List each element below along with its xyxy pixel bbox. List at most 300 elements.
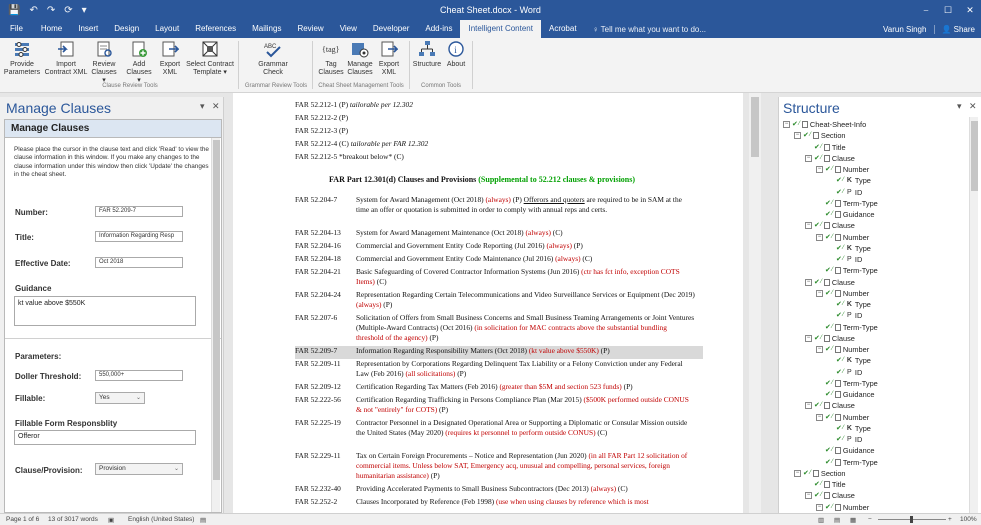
tree-node-label: Term-Type	[842, 457, 878, 467]
title-input[interactable]: Information Regarding Resp	[95, 231, 183, 242]
check-icon: ✔	[825, 503, 831, 511]
clause-text	[356, 484, 696, 494]
tree-node[interactable]	[827, 423, 871, 434]
document-icon	[835, 391, 841, 398]
clause-applicability-note: (in solicitation for MAC contracts above the substantial bundling threshold of the agency)	[356, 323, 667, 342]
tree-node[interactable]	[827, 175, 871, 186]
ribbon	[0, 38, 981, 93]
web-layout-icon[interactable]: ▦	[850, 517, 857, 524]
tab-references[interactable]: References	[195, 24, 237, 33]
tree-node[interactable]	[827, 434, 862, 445]
tree-node-label: Number	[842, 502, 870, 512]
document-scrollbar[interactable]	[749, 93, 761, 513]
zoom-slider-handle[interactable]	[910, 516, 913, 523]
check-icon: ✔	[836, 177, 842, 185]
group-separator	[238, 41, 239, 89]
effective-date-input[interactable]: Oct 2018	[95, 257, 183, 268]
paragraph-icon: P	[847, 436, 852, 443]
window-controls	[915, 0, 981, 20]
form-scrollbar[interactable]	[211, 138, 220, 512]
clause-text-part: Information Regarding Responsibility Matters (Oct 2018)	[356, 346, 529, 355]
zoom-out-icon[interactable]: −	[868, 516, 872, 523]
clause-text-part: Providing Accelerated Payments to Small Business Subcontractors (Dec 2013)	[356, 484, 591, 493]
element-icon	[824, 279, 830, 286]
tree-node[interactable]	[816, 378, 878, 389]
provide-parameters-button[interactable]	[2, 39, 42, 77]
tree-node-label: ID	[854, 311, 863, 321]
tab-layout[interactable]: Layout	[155, 24, 180, 33]
guidance-textarea[interactable]: kt value above $550K	[14, 296, 196, 326]
clause-text	[356, 497, 696, 507]
check-icon: ✔	[825, 413, 831, 421]
expand-collapse-icon[interactable]: −	[817, 166, 822, 172]
bold-k-icon: K	[846, 177, 852, 185]
tree-node-label: ID	[854, 435, 863, 444]
clause-text-part: (P)	[455, 369, 467, 378]
manage-clauses-button[interactable]	[345, 39, 375, 77]
tree-node[interactable]	[805, 490, 855, 501]
pane-options-icon[interactable]: ▾	[957, 101, 962, 111]
slash-icon: ⁄	[820, 402, 822, 409]
element-icon	[813, 470, 819, 477]
slash-icon: ⁄	[809, 469, 811, 476]
check-icon: ✔	[825, 323, 831, 331]
structure-scrollbar[interactable]	[969, 117, 978, 513]
tab-review[interactable]: Review	[297, 24, 324, 33]
doc-line	[295, 100, 413, 109]
tree-node[interactable]	[827, 299, 871, 310]
clause-row	[295, 313, 703, 346]
customize-qat-icon[interactable]: ▾	[81, 4, 87, 16]
tab-add-ins[interactable]: Add-ins	[425, 24, 453, 33]
bold-k-icon: K	[846, 424, 852, 432]
expand-collapse-icon[interactable]: −	[817, 233, 822, 240]
language-status[interactable]: English (United States)	[128, 516, 195, 523]
clause-text-part: (C)	[580, 254, 593, 263]
button-label: Structure	[412, 61, 442, 68]
clause-number: FAR 52.204-21	[295, 267, 341, 276]
tree-node[interactable]	[794, 468, 846, 479]
tree-node-label: Term-Type	[842, 266, 878, 276]
guidance-label: Guidance	[15, 284, 52, 293]
tree-node[interactable]	[827, 367, 862, 378]
slash-icon: ⁄	[842, 368, 844, 375]
effective-date-label: Effective Date:	[15, 259, 71, 268]
tree-node[interactable]	[816, 502, 869, 513]
tree-node[interactable]	[816, 209, 875, 220]
element-icon	[835, 290, 841, 297]
clause-row	[295, 395, 703, 418]
tree-node[interactable]	[827, 355, 871, 366]
scrollbar-thumb[interactable]	[971, 121, 978, 191]
tab-insert[interactable]: Insert	[78, 24, 99, 33]
check-icon: ✔	[825, 391, 831, 398]
quick-access-toolbar	[0, 5, 160, 16]
tree-node[interactable]	[816, 265, 878, 276]
doc-line	[295, 126, 348, 135]
tree-node-label: Type	[854, 300, 871, 309]
clause-applicability-note: (always)	[555, 254, 581, 263]
manage-clauses-pane	[0, 97, 224, 513]
tree-node[interactable]	[805, 153, 855, 164]
check-icon: ✔	[814, 492, 820, 500]
group-clause-review-tools: Clause Review Tools	[102, 83, 158, 89]
minimize-button[interactable]: ⎯	[923, 5, 929, 15]
expand-collapse-icon[interactable]: −	[795, 132, 800, 139]
grammar-check-button[interactable]	[254, 39, 292, 77]
clause-number: FAR 52.225-19	[295, 418, 341, 427]
ribbon-tabs	[0, 20, 981, 38]
tree-node[interactable]	[827, 243, 871, 254]
check-icon: ✔	[836, 424, 842, 432]
clause-applicability-note: (greater than $5M and section 523 funds)	[499, 382, 622, 391]
check-icon: ✔	[814, 481, 820, 488]
zoom-level[interactable]: 100%	[960, 516, 977, 523]
share-label: Share	[953, 24, 975, 34]
tree-node[interactable]	[783, 119, 866, 130]
tree-node[interactable]	[805, 400, 855, 411]
select-contract-template-button[interactable]	[184, 39, 236, 77]
clause-text-part: Representation by Corporations Regarding Delinquent Tax Liability or a Felony Conviction under any Federal Law (Feb 2016)	[356, 359, 683, 378]
tree-node[interactable]	[816, 412, 869, 423]
number-input[interactable]: FAR 52.209-7	[95, 206, 183, 217]
form-heading: Manage Clauses	[5, 120, 221, 138]
tab-intelligent-content[interactable]: Intelligent Content	[460, 20, 541, 38]
proofing-icon[interactable]: ▣	[108, 517, 115, 524]
slash-icon: ⁄	[831, 503, 833, 510]
fillable-select[interactable]	[95, 392, 145, 404]
clause-text-part: (P)	[598, 346, 610, 355]
tree-node-label: Term-Type	[842, 378, 878, 388]
close-button[interactable]: ✕	[966, 5, 974, 15]
export-xml-button[interactable]	[156, 39, 184, 77]
tree-node-label: Clause	[831, 277, 855, 287]
check-icon: ✔	[814, 402, 820, 410]
tree-node-label: Type	[854, 243, 871, 253]
tell-me-box[interactable]	[585, 25, 706, 34]
tree-node[interactable]	[816, 445, 875, 456]
tell-me-text: Tell me what you want to do...	[600, 24, 707, 34]
review-icon	[94, 39, 114, 59]
about-icon	[446, 39, 466, 59]
check-icon: ✔	[825, 166, 831, 173]
tree-node[interactable]	[805, 333, 855, 344]
expand-collapse-icon[interactable]: −	[817, 413, 822, 420]
tree-node[interactable]	[816, 389, 875, 400]
element-icon	[824, 335, 830, 342]
tree-node[interactable]	[827, 310, 862, 321]
element-icon	[824, 492, 830, 499]
pane-options-icon[interactable]: ▾	[200, 101, 205, 111]
bold-k-icon: K	[846, 357, 852, 365]
scrollbar-thumb[interactable]	[213, 140, 220, 480]
tab-developer[interactable]: Developer	[372, 24, 410, 33]
expand-collapse-icon[interactable]: −	[806, 222, 811, 229]
slash-icon: ⁄	[842, 188, 844, 195]
parameters-icon	[12, 39, 32, 59]
save-icon[interactable]: 💾	[8, 4, 21, 16]
tab-view[interactable]: View	[339, 24, 357, 33]
clause-text-part: Representation Regarding Certain Telecommunications and Video Surveillance Services or Equipment (Dec 2019)	[356, 290, 695, 299]
dollar-threshold-input[interactable]: 550,000+	[95, 370, 183, 381]
expand-collapse-icon[interactable]: −	[817, 289, 822, 296]
button-label: Export XML	[159, 61, 181, 76]
tree-node-label: Clause	[831, 153, 855, 163]
slash-icon: ⁄	[842, 312, 844, 319]
element-icon	[835, 346, 841, 353]
tree-node[interactable]	[816, 322, 878, 333]
expand-collapse-icon[interactable]: −	[806, 154, 811, 161]
tree-node[interactable]	[805, 142, 846, 153]
element-icon	[824, 155, 830, 162]
tree-node[interactable]	[794, 130, 846, 141]
tab-file[interactable]: File	[10, 24, 23, 33]
doc-line	[295, 139, 428, 148]
export-xml-button-2[interactable]	[375, 39, 403, 77]
document-page[interactable]	[233, 93, 743, 513]
clause-number: FAR 52.222-56	[295, 395, 341, 404]
button-label: Export XML	[378, 61, 400, 76]
expand-collapse-icon[interactable]: −	[817, 346, 822, 352]
clause-text-part: (P)	[510, 195, 524, 204]
clause-number: FAR 52.232-40	[295, 484, 341, 493]
import-contract-xml-button[interactable]	[44, 39, 88, 77]
clause-number: FAR 52.229-11	[295, 451, 341, 460]
clause-row	[295, 418, 703, 451]
check-icon: ✔	[825, 289, 831, 297]
account-area	[883, 20, 975, 38]
pane-close-icon[interactable]: ✕	[212, 101, 220, 111]
tree-node-label: ID	[854, 367, 863, 377]
add-icon	[129, 39, 149, 59]
pane-close-icon[interactable]: ✕	[969, 101, 977, 111]
tree-node[interactable]	[816, 457, 878, 468]
slash-icon: ⁄	[831, 267, 833, 274]
tree-node-label: Number	[842, 288, 870, 298]
slash-icon: ⁄	[842, 424, 844, 431]
clause-row	[295, 195, 703, 228]
check-icon: ✔	[836, 256, 842, 263]
clause-number: FAR 52.209-12	[295, 382, 341, 391]
check-icon: ✔	[836, 312, 842, 320]
button-label: Select Contract Template ▾	[186, 61, 234, 76]
paragraph-icon: P	[847, 312, 852, 320]
maximize-button[interactable]: ☐	[943, 5, 953, 15]
tree-node[interactable]	[816, 164, 869, 175]
expand-collapse-icon[interactable]: −	[806, 334, 811, 341]
check-icon: ✔	[814, 278, 820, 286]
slash-icon: ⁄	[831, 233, 833, 240]
expand-collapse-icon[interactable]: −	[784, 121, 789, 127]
clause-number: FAR 52.207-6	[295, 313, 338, 322]
expand-collapse-icon[interactable]: −	[806, 402, 811, 409]
tree-node[interactable]	[816, 288, 869, 299]
clause-applicability-note: (always)	[485, 195, 511, 204]
tree-node-label: Number	[842, 345, 870, 354]
grammar-icon	[263, 39, 283, 59]
slash-icon: ⁄	[820, 222, 822, 229]
clause-applicability-note: (always)	[356, 300, 382, 309]
document-icon	[835, 211, 841, 218]
expand-collapse-icon[interactable]: −	[806, 492, 811, 499]
expand-collapse-icon[interactable]: −	[817, 503, 822, 510]
tree-node[interactable]	[816, 198, 878, 209]
check-icon: ✔	[836, 244, 842, 252]
clause-text	[356, 313, 696, 343]
bold-k-icon: K	[846, 301, 852, 308]
document-icon	[835, 380, 841, 387]
clause-text	[356, 418, 696, 438]
clause-code: FAR 52.212-3 (P)	[295, 126, 349, 135]
slash-icon: ⁄	[820, 481, 822, 487]
template-icon	[200, 39, 220, 59]
clause-row	[295, 228, 703, 241]
group-separator	[472, 41, 473, 89]
tree-node-label: Type	[854, 176, 871, 186]
window-title: Cheat Sheet.docx - Word	[440, 5, 541, 15]
tree-node[interactable]	[805, 479, 846, 490]
element-icon	[813, 132, 819, 139]
clause-text-part: Commercial and Government Entity Code Reporting (Jul 2016)	[356, 241, 547, 250]
tag-clauses-button[interactable]	[316, 39, 346, 77]
group-separator	[312, 41, 313, 89]
clause-number: FAR 52.204-7	[295, 195, 338, 204]
document-icon	[835, 267, 841, 274]
check-icon: ✔	[814, 154, 820, 162]
element-icon	[824, 222, 830, 229]
clause-text	[356, 290, 696, 310]
svg-text:{tag}: {tag}	[322, 45, 340, 54]
slash-icon: ⁄	[809, 132, 811, 139]
clause-applicability-note: (in all FAR Part 12 solicitation of commercial items. Unless below SAT, Emergency acq, unusual and compelling, personal services, foreign humanitarian assistance)	[356, 451, 688, 480]
clause-text	[356, 228, 696, 238]
clause-applicability-note: (requires kt personnel to perform outside CONUS)	[445, 428, 596, 437]
title-label: Title:	[15, 233, 34, 242]
slash-icon: ⁄	[831, 346, 833, 352]
clause-provision-label: Clause/Provision:	[15, 466, 83, 475]
fillable-form-input[interactable]: Offeror	[14, 430, 196, 445]
clause-text-part: are required to be in SAM at the time an offer or quotation is submitted in order to comply with annual reps and certs.	[356, 195, 682, 214]
clause-row	[295, 359, 703, 382]
clause-row	[295, 497, 703, 513]
clause-text-part: (C)	[550, 228, 563, 237]
tab-home[interactable]: Home	[40, 24, 63, 33]
check-icon: ✔	[836, 368, 842, 376]
manage-icon	[350, 39, 370, 59]
tab-design[interactable]: Design	[114, 24, 140, 33]
tree-node[interactable]	[827, 254, 862, 265]
tree-node-label: ID	[854, 255, 863, 264]
document-area	[225, 93, 778, 513]
about-button[interactable]	[443, 39, 469, 69]
clause-applicability-note: ($500K performed outside CONUS & not "entirely" for COTS)	[356, 395, 689, 414]
tree-node[interactable]	[816, 232, 869, 243]
paragraph-icon: P	[847, 256, 852, 263]
zoom-in-icon[interactable]: +	[948, 516, 952, 523]
tree-node-label: Clause	[831, 333, 855, 343]
tree-node-label: Title	[831, 480, 846, 489]
section-heading	[329, 175, 635, 184]
user-name[interactable]: Varun Singh	[883, 24, 927, 34]
print-layout-icon[interactable]: ▤	[834, 517, 841, 524]
refresh-icon[interactable]: ⟳	[64, 4, 73, 16]
check-icon: ✔	[836, 301, 842, 308]
button-label: Provide Parameters	[3, 61, 41, 76]
clause-applicability-note: (kt value above $550K)	[528, 346, 599, 355]
share-button[interactable]	[934, 25, 975, 34]
tree-node-label: ID	[854, 187, 863, 197]
button-label: Tag Clauses	[318, 61, 344, 76]
button-label: Import Contract XML	[44, 61, 88, 76]
review-clauses-button[interactable]	[89, 39, 119, 85]
clause-row	[295, 254, 703, 267]
slash-icon: ⁄	[831, 323, 833, 330]
check-icon: ✔	[825, 458, 831, 466]
scrollbar-thumb[interactable]	[751, 97, 759, 157]
page-count[interactable]: Page 1 of 6	[6, 516, 40, 523]
add-clauses-button[interactable]	[124, 39, 154, 85]
clause-text-part: (P)	[427, 333, 439, 342]
document-icon	[835, 447, 841, 454]
tree-node[interactable]	[827, 187, 862, 198]
clause-text	[356, 267, 696, 287]
read-mode-icon[interactable]: ▥	[818, 517, 825, 524]
tree-node-label: Term-Type	[842, 322, 878, 332]
clause-applicability-note: (always)	[525, 228, 551, 237]
tree-node-label: Section	[820, 131, 846, 141]
clause-text	[356, 195, 696, 215]
undo-icon[interactable]: ↶	[29, 4, 38, 16]
macro-icon[interactable]: ▤	[200, 517, 207, 524]
tag-icon	[321, 39, 341, 59]
slash-icon: ⁄	[842, 256, 844, 262]
slash-icon: ⁄	[831, 199, 833, 206]
structure-icon	[417, 39, 437, 59]
button-label: About	[446, 61, 466, 68]
heading-supplement: (Supplemental to 52.212 clauses & provisions)	[476, 175, 636, 184]
slash-icon: ⁄	[831, 379, 833, 386]
expand-collapse-icon[interactable]: −	[806, 278, 811, 285]
redo-icon[interactable]: ↷	[46, 4, 56, 16]
clause-provision-select[interactable]	[95, 463, 183, 475]
paragraph-icon: P	[847, 188, 852, 196]
clause-text-part: (P)	[428, 471, 440, 480]
tab-acrobat[interactable]: Acrobat	[548, 24, 577, 33]
tree-node-label: Section	[820, 468, 846, 478]
word-count[interactable]: 13 of 3017 words	[48, 516, 98, 523]
tree-node[interactable]	[805, 220, 855, 231]
pane-title: Structure	[783, 100, 840, 116]
check-icon: ✔	[825, 379, 831, 387]
tree-node[interactable]	[816, 344, 869, 355]
check-icon: ✔	[825, 199, 831, 207]
check-icon: ✔	[814, 222, 820, 230]
document-icon	[835, 324, 841, 331]
tree-node-label: Clause	[831, 401, 855, 411]
tree-node[interactable]	[805, 277, 855, 288]
slash-icon: ⁄	[820, 334, 822, 341]
clause-applicability-note: (all solicitations)	[405, 369, 456, 378]
clause-row	[295, 267, 703, 290]
clause-code: FAR 52.212-4 (C)	[295, 139, 349, 148]
clause-applicability-note: (use when using clauses by reference which is most	[495, 497, 649, 506]
expand-collapse-icon[interactable]: −	[795, 469, 800, 476]
structure-button[interactable]	[411, 39, 443, 69]
tab-mailings[interactable]: Mailings	[252, 24, 282, 33]
clause-text-part: (P)	[621, 382, 633, 391]
heading-text: FAR Part 12.301(d) Clauses and Provisions	[329, 175, 477, 184]
instructions-text: Please place the cursor in the clause text and click 'Read' to view the clause information in this window. If you make any changes to the clause information under this window then click 'Update' the changes in the cheat sheet.	[14, 146, 209, 179]
